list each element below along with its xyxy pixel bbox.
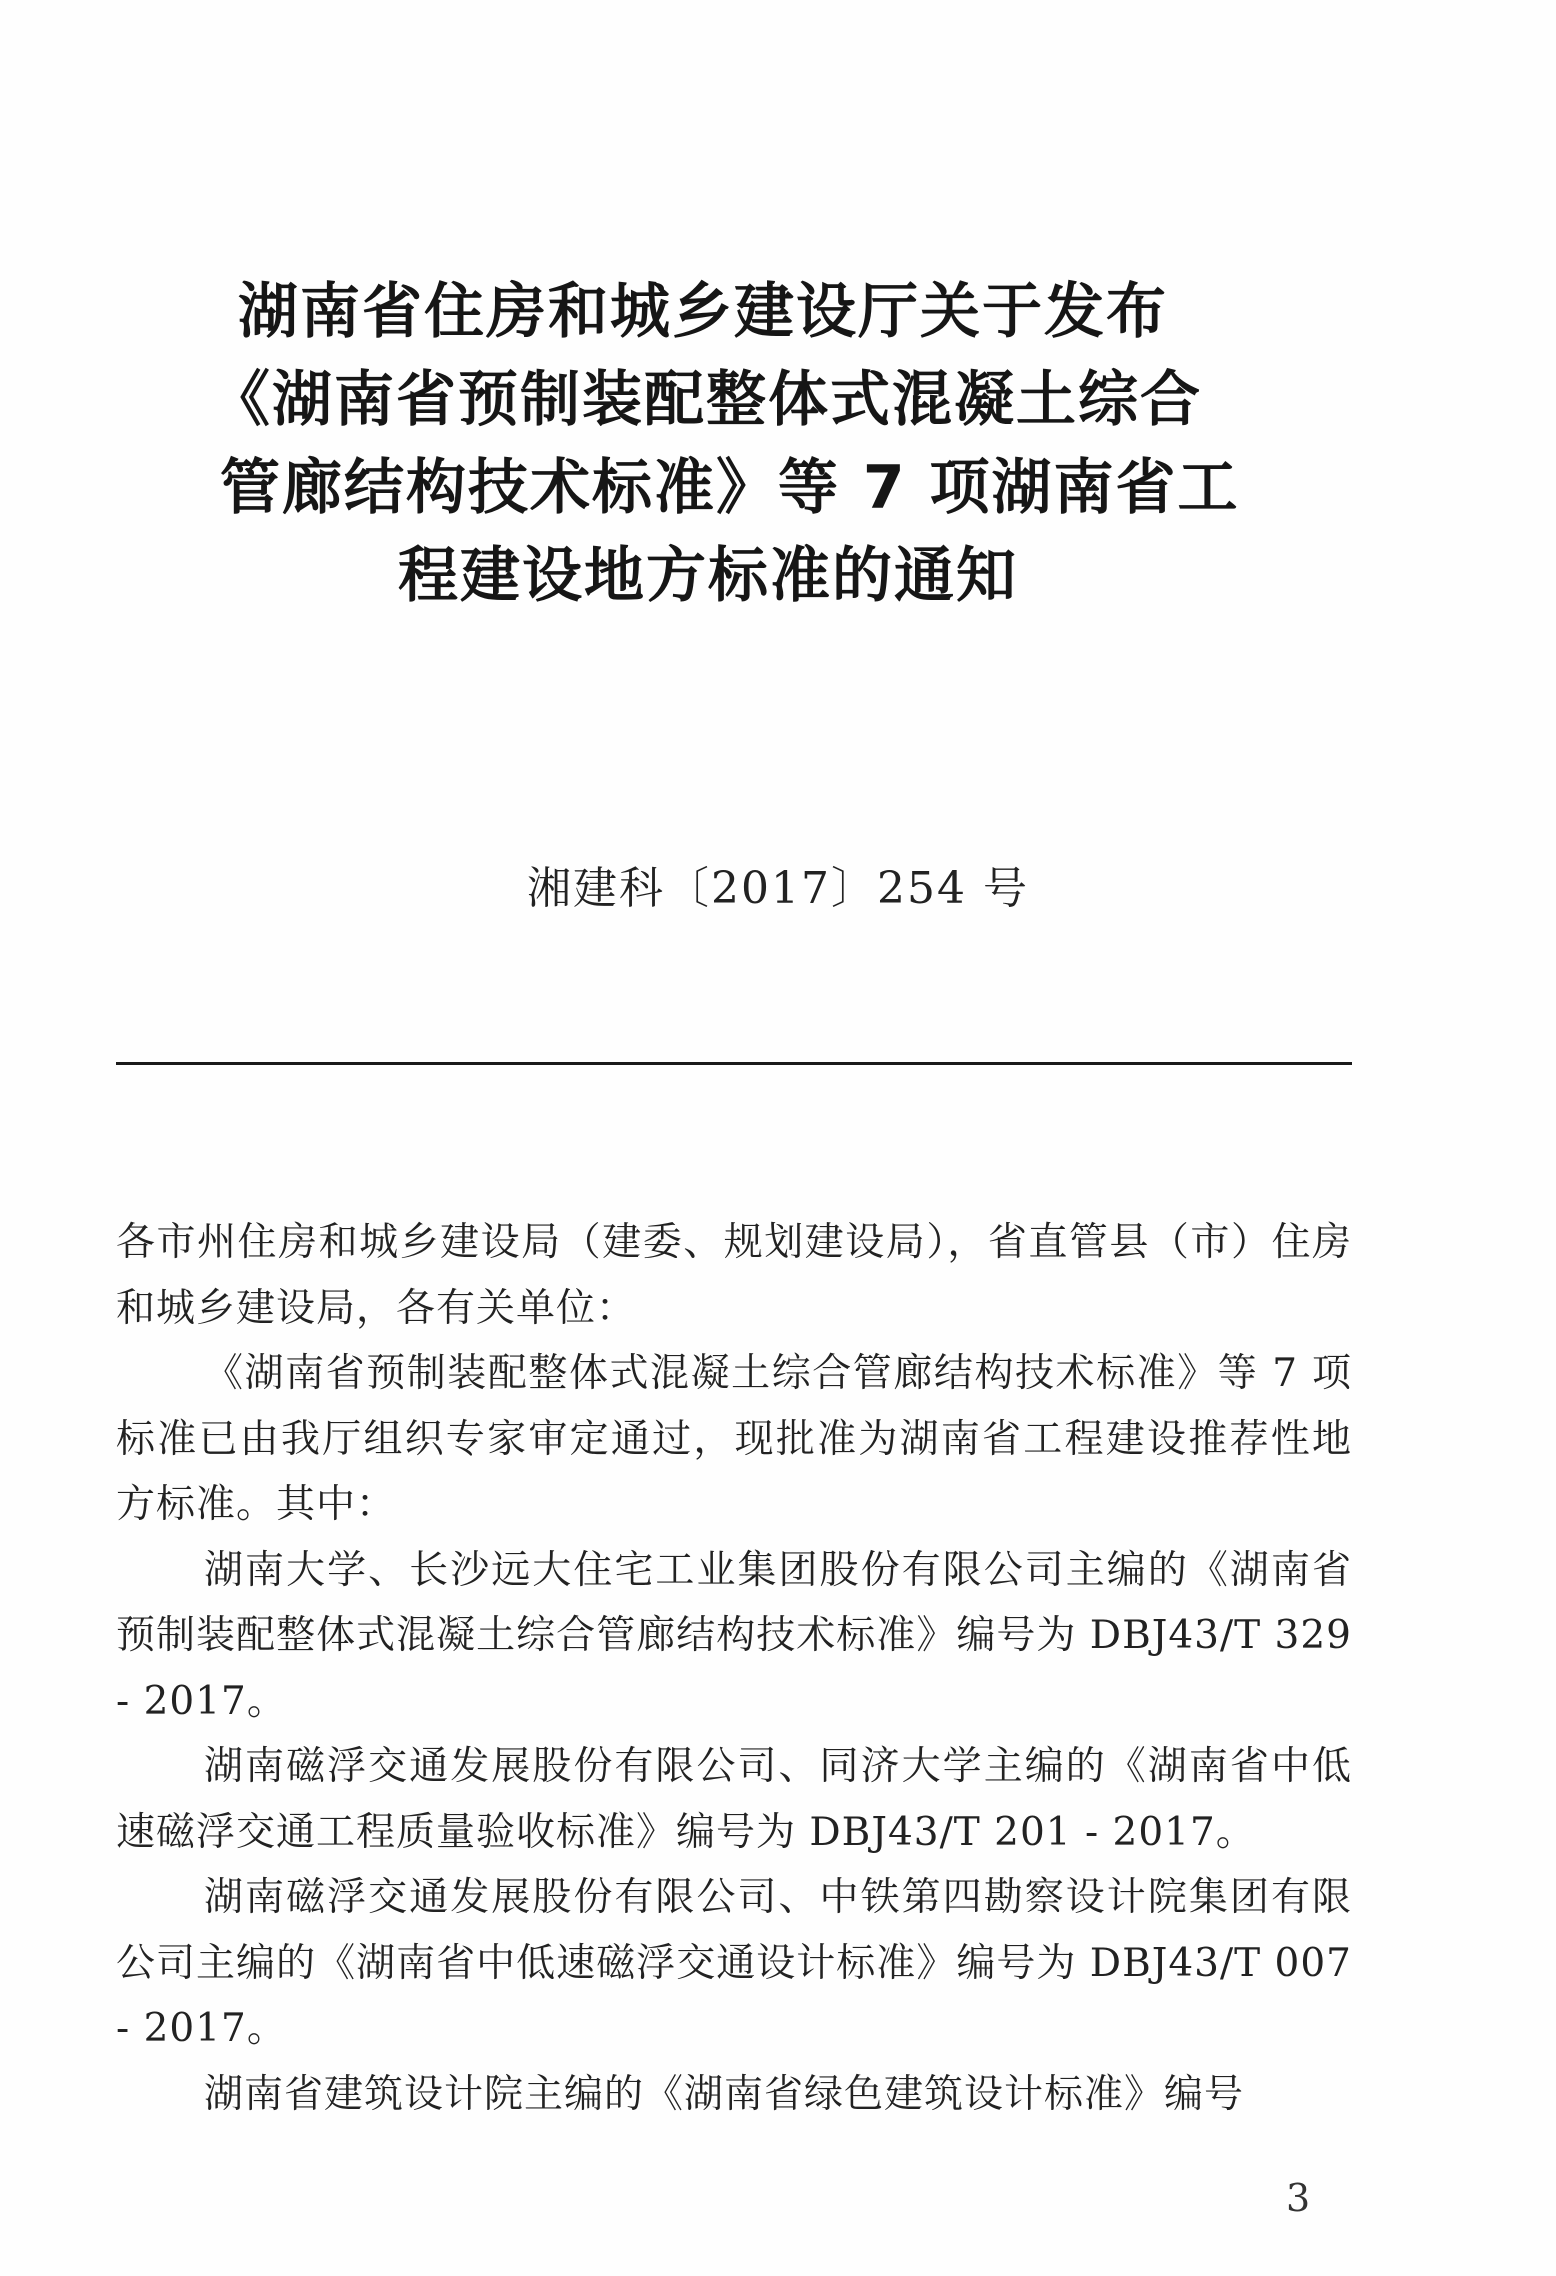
body-paragraph-3: 湖南磁浮交通发展股份有限公司、同济大学主编的《湖南省中低速磁浮交通工程质量验收标准》编号为 DBJ43/T 201 - 2017。 (116, 1744, 1352, 1855)
body-paragraph-5: 湖南省建筑设计院主编的《湖南省绿色建筑设计标准》编号 (204, 2071, 1245, 2117)
title-line-3: 管廊结构技术标准》等 7 项湖南省工 (220, 453, 1240, 523)
body-paragraph-1: 《湖南省预制装配整体式混凝土综合管廊结构技术标准》等 7 项标准已由我厅组织专家审定通过，现批准为湖南省工程建设推荐性地方标准。其中： (116, 1351, 1352, 1527)
document-number: 湘建科〔2017〕254 号 (527, 863, 1029, 914)
title-line-4: 程建设地方标准的通知 (398, 541, 1018, 611)
title-line-1: 湖南省住房和城乡建设厅关于发布 (238, 277, 1168, 347)
body-paragraph-2: 湖南大学、长沙远大住宅工业集团股份有限公司主编的《湖南省预制装配整体式混凝土综合管廊结构技术标准》编号为 DBJ43/T 329 - 2017。 (116, 1547, 1352, 1724)
notice-title (190, 268, 1366, 620)
page-number: 3 (1286, 2176, 1311, 2220)
title-line-2: 《湖南省预制装配整体式混凝土综合 (210, 365, 1202, 435)
notice-body (116, 1210, 1352, 2127)
addressee-paragraph: 各市州住房和城乡建设局（建委、规划建设局），省直管县（市）住房和城乡建设局，各有关单位： (116, 1220, 1352, 1331)
separator-rule (116, 1062, 1352, 1065)
body-paragraph-4: 湖南磁浮交通发展股份有限公司、中铁第四勘察设计院集团有限公司主编的《湖南省中低速磁浮交通设计标准》编号为 DBJ43/T 007 - 2017。 (116, 1875, 1352, 2051)
